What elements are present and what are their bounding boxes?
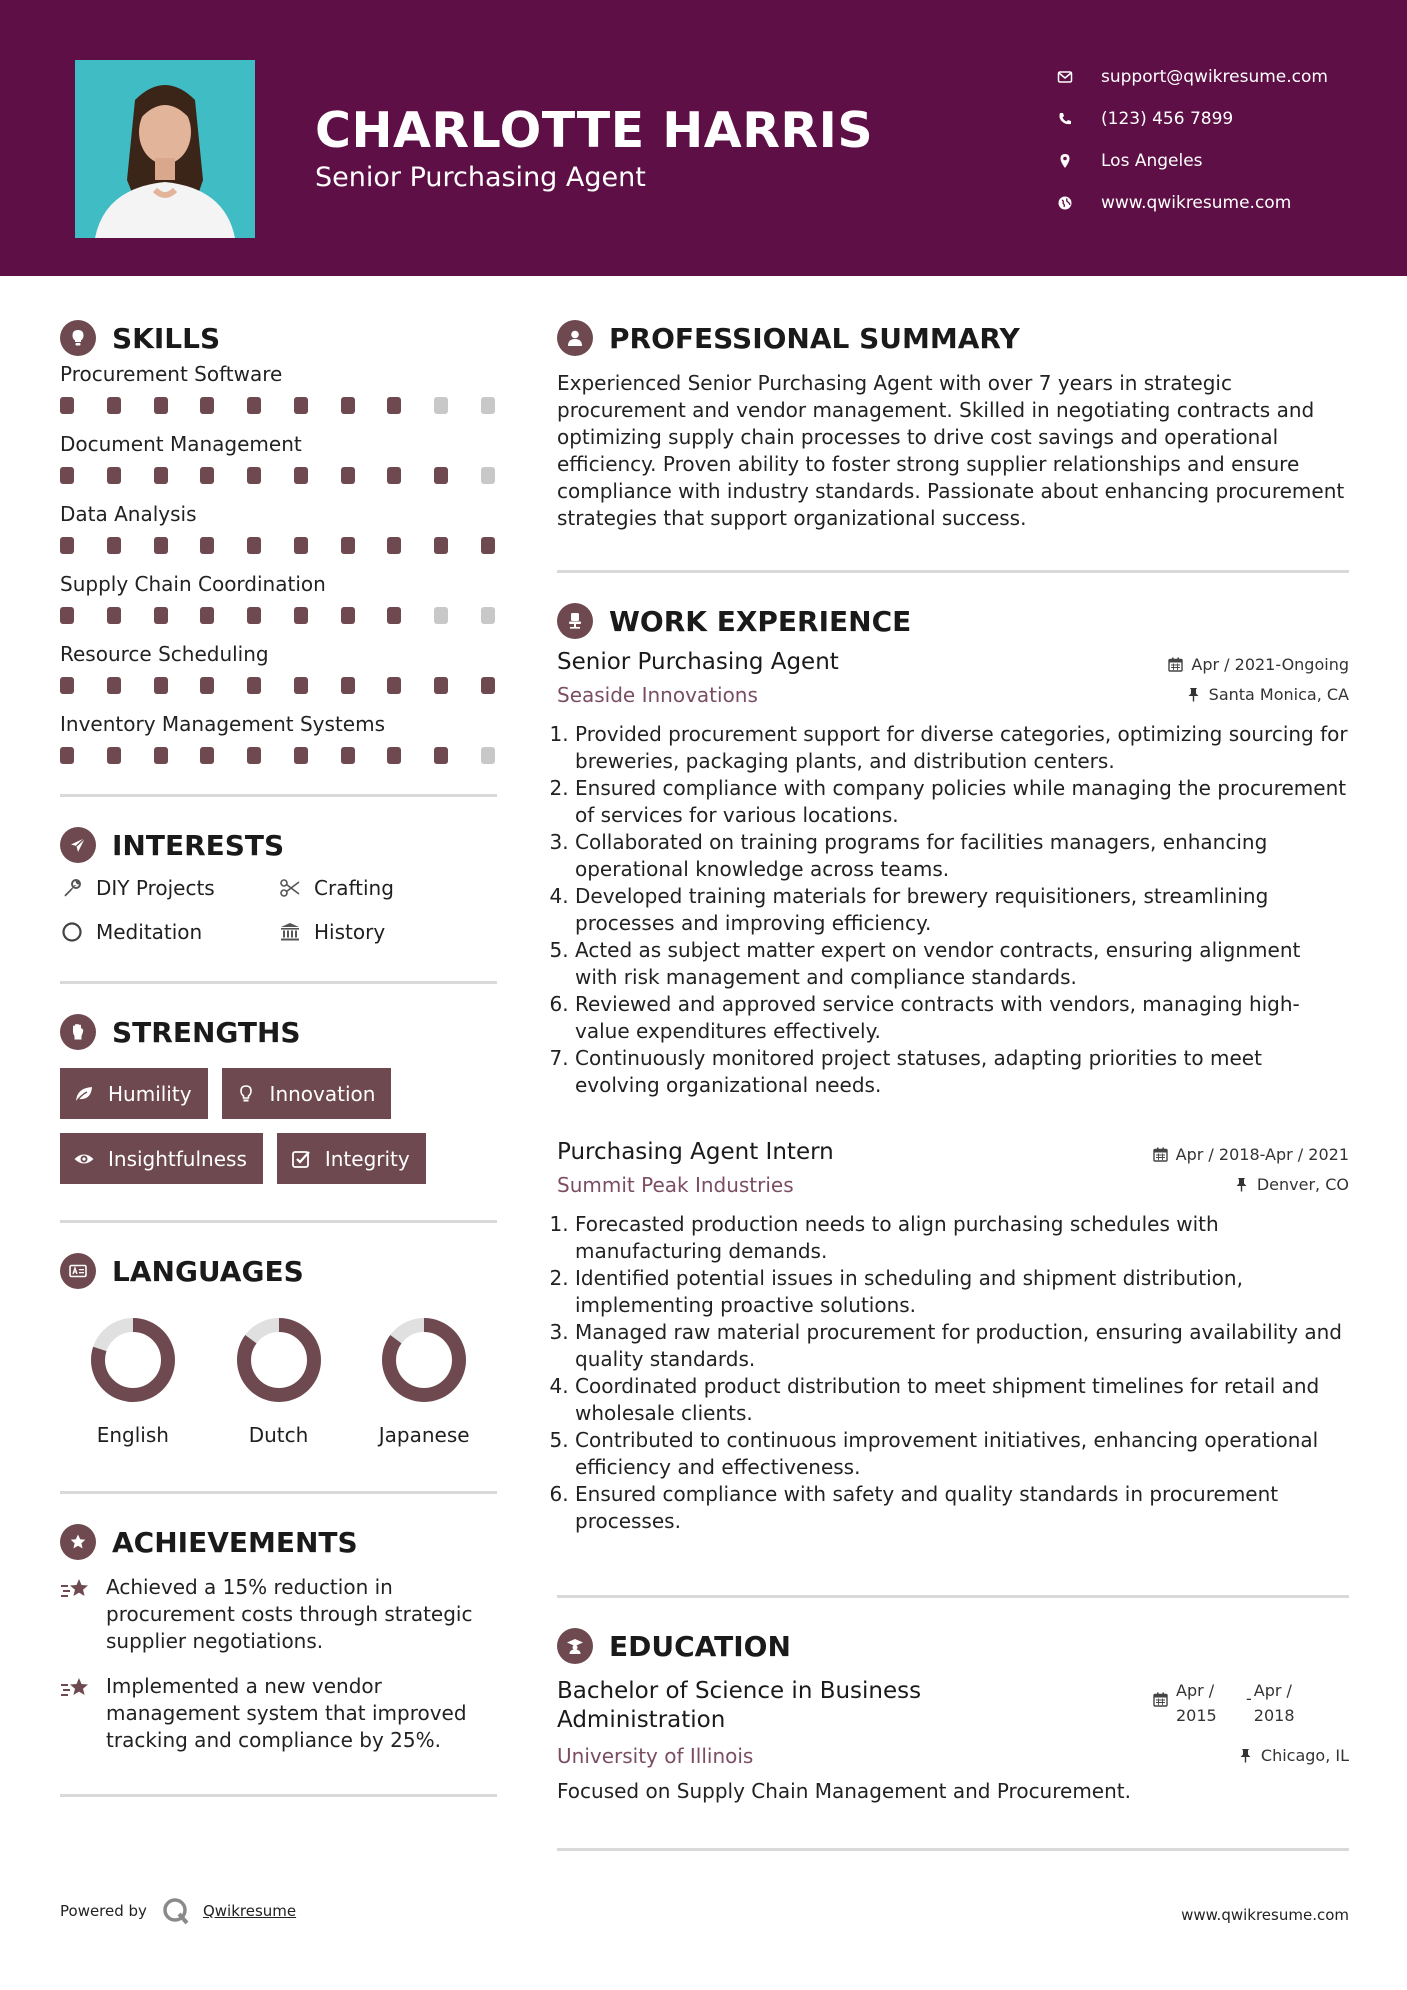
interest-item xyxy=(278,917,496,947)
job-duty: 7. Continuously monitored project statuses, adapting priorities to meet evolving organizational needs. xyxy=(575,1045,1349,1099)
skill-rating-dot xyxy=(387,397,401,414)
skill-rating xyxy=(60,670,497,700)
right-divider xyxy=(557,1595,1349,1598)
strength-label: Integrity xyxy=(324,1146,410,1171)
pushpin-icon xyxy=(1234,1177,1249,1192)
education-heading xyxy=(557,1628,1349,1664)
skill-rating-dot xyxy=(200,397,214,414)
job-role: Senior Purchasing Agent xyxy=(557,649,839,675)
job-duties-list xyxy=(557,1211,1349,1535)
education-end-year: 2018 xyxy=(1253,1706,1295,1725)
skill-rating-dot xyxy=(154,467,168,484)
profile-photo xyxy=(75,60,255,238)
job-duties-list xyxy=(557,721,1349,1099)
job-duty: 4. Developed training materials for brewery requisitioners, streamlining processes and improving efficiency. xyxy=(575,883,1349,937)
experience-heading xyxy=(557,603,1349,639)
checkbox-icon xyxy=(289,1147,313,1171)
skill-name: Resource Scheduling xyxy=(60,642,269,666)
language-donut xyxy=(379,1315,469,1405)
strengths-list xyxy=(60,1068,497,1184)
contact-location xyxy=(1055,140,1328,182)
skill-rating-dot xyxy=(200,467,214,484)
strength-label: Insightfulness xyxy=(108,1146,247,1171)
strength-label: Innovation xyxy=(269,1081,376,1106)
qwikresume-link[interactable]: Qwikresume xyxy=(202,1902,297,1920)
left-divider xyxy=(60,794,497,797)
education-end-month: Apr / xyxy=(1253,1681,1292,1700)
skill-rating-dot xyxy=(434,677,448,694)
achievement-item xyxy=(60,1574,497,1655)
skill-rating-dot xyxy=(434,747,448,764)
qwikresume-logo-icon xyxy=(161,1896,191,1926)
skill-rating-dot xyxy=(154,537,168,554)
job-dates xyxy=(1168,655,1349,674)
contact-website[interactable] xyxy=(1055,182,1328,224)
job-company-row xyxy=(557,1173,1349,1197)
pushpin-icon xyxy=(1238,1748,1253,1763)
skill-rating-dot xyxy=(481,677,495,694)
skills-list xyxy=(60,362,497,770)
strength-badge xyxy=(60,1133,263,1184)
strength-label: Humility xyxy=(108,1081,192,1106)
job-company: Summit Peak Industries xyxy=(557,1173,794,1197)
lightbulb-icon xyxy=(234,1082,258,1106)
job-head-row xyxy=(557,1139,1349,1165)
job-dates-text: Apr / 2021-Ongoing xyxy=(1191,655,1349,674)
job-location xyxy=(1186,685,1349,704)
contact-phone[interactable] xyxy=(1055,98,1328,140)
language-card-icon xyxy=(60,1253,96,1289)
education-entry xyxy=(557,1678,1349,1808)
wrench-icon xyxy=(60,876,84,900)
interests-title: INTERESTS xyxy=(112,828,285,862)
job-dates xyxy=(1153,1145,1349,1164)
skill-rating xyxy=(60,600,497,630)
job-entry xyxy=(557,649,1349,1099)
left-column xyxy=(60,320,497,1797)
interests-list xyxy=(60,873,497,947)
museum-icon xyxy=(278,920,302,944)
circle-icon xyxy=(60,920,84,944)
skill-rating-dot xyxy=(60,537,74,554)
interest-item xyxy=(278,873,496,903)
skill-rating-dot xyxy=(247,677,261,694)
skill-rating-dot xyxy=(294,537,308,554)
calendar-icon xyxy=(1153,1692,1168,1707)
skill-rating-dot xyxy=(247,607,261,624)
skill-rating-dot xyxy=(341,537,355,554)
interest-item xyxy=(60,917,278,947)
skill-item xyxy=(60,362,497,420)
skill-rating-dot xyxy=(434,537,448,554)
envelope-icon xyxy=(1055,67,1075,87)
star-badge-icon xyxy=(60,1524,96,1560)
achievement-item xyxy=(60,1673,497,1754)
office-chair-icon xyxy=(557,603,593,639)
language-name: English xyxy=(96,1423,169,1447)
school-name: University of Illinois xyxy=(557,1744,754,1768)
skill-name: Inventory Management Systems xyxy=(60,712,385,736)
skill-name: Procurement Software xyxy=(60,362,283,386)
skill-rating-dot xyxy=(107,537,121,554)
language-item xyxy=(206,1315,352,1447)
strength-badge xyxy=(222,1068,392,1119)
languages-title: LANGUAGES xyxy=(112,1254,304,1288)
scissors-icon xyxy=(278,876,302,900)
left-divider xyxy=(60,1491,497,1494)
skill-rating-dot xyxy=(387,747,401,764)
summary-title: PROFESSIONAL SUMMARY xyxy=(609,321,1020,355)
calendar-icon xyxy=(1168,657,1183,672)
skill-rating-dot xyxy=(434,397,448,414)
skill-rating-dot xyxy=(60,397,74,414)
skill-name: Data Analysis xyxy=(60,502,197,526)
footer-url[interactable]: www.qwikresume.com xyxy=(1181,1906,1349,1924)
skill-rating-dot xyxy=(200,607,214,624)
skill-rating-dot xyxy=(154,677,168,694)
strengths-heading xyxy=(60,1014,497,1050)
contact-phone-text: (123) 456 7899 xyxy=(1101,109,1234,129)
skill-rating-dot xyxy=(60,607,74,624)
language-donut xyxy=(88,1315,178,1405)
eye-icon xyxy=(72,1147,96,1171)
job-duty: 5. Acted as subject matter expert on vendor contracts, ensuring alignment with risk management and compliance standards. xyxy=(575,937,1349,991)
jobs-list xyxy=(557,649,1349,1535)
skill-item xyxy=(60,712,497,770)
skill-rating-dot xyxy=(387,467,401,484)
skill-rating-dot xyxy=(341,677,355,694)
language-name: Japanese xyxy=(378,1423,470,1447)
skill-rating xyxy=(60,740,497,770)
skill-rating-dot xyxy=(481,397,495,414)
language-name: Dutch xyxy=(248,1423,309,1447)
left-divider xyxy=(60,1220,497,1223)
skill-rating-dot xyxy=(247,747,261,764)
skill-rating-dot xyxy=(434,467,448,484)
job-dates-text: Apr / 2018-Apr / 2021 xyxy=(1175,1145,1349,1164)
skill-rating-dot xyxy=(107,397,121,414)
skill-rating-dot xyxy=(154,747,168,764)
skill-rating-dot xyxy=(341,607,355,624)
skill-item xyxy=(60,642,497,700)
contact-email[interactable] xyxy=(1055,56,1328,98)
pushpin-icon xyxy=(1186,687,1201,702)
strengths-title: STRENGTHS xyxy=(112,1015,301,1049)
user-icon xyxy=(557,320,593,356)
interest-label: Crafting xyxy=(314,876,394,900)
job-duty: 4. Coordinated product distribution to meet shipment timelines for retail and wholesale clients. xyxy=(575,1373,1349,1427)
education-start-month: Apr / xyxy=(1176,1681,1215,1700)
interest-label: Meditation xyxy=(96,920,203,944)
skill-name: Supply Chain Coordination xyxy=(60,572,326,596)
job-duty: 1. Provided procurement support for diverse categories, optimizing sourcing for breweries, packaging plants, and distribution centers. xyxy=(575,721,1349,775)
candidate-title: Senior Purchasing Agent xyxy=(315,162,646,193)
skill-rating-dot xyxy=(294,467,308,484)
right-divider xyxy=(557,1848,1349,1851)
shooting-star-icon xyxy=(60,1673,92,1701)
skill-rating-dot xyxy=(481,747,495,764)
achievements-list xyxy=(60,1574,497,1754)
job-duty: 6. Ensured compliance with safety and quality standards in procurement processes. xyxy=(575,1481,1349,1535)
job-duty: 2. Identified potential issues in scheduling and shipment distribution, implementing proactive solutions. xyxy=(575,1265,1349,1319)
skill-rating-dot xyxy=(154,607,168,624)
skill-item xyxy=(60,432,497,490)
skill-rating-dot xyxy=(60,467,74,484)
skill-rating-dot xyxy=(294,397,308,414)
skill-rating-dot xyxy=(387,537,401,554)
job-location xyxy=(1234,1175,1349,1194)
skill-rating xyxy=(60,530,497,560)
job-entry xyxy=(557,1139,1349,1535)
skill-rating-dot xyxy=(200,537,214,554)
education-note: Focused on Supply Chain Management and Procurement. xyxy=(557,1779,1131,1803)
job-location-text: Denver, CO xyxy=(1256,1175,1349,1194)
degree-line-2: Administration xyxy=(557,1707,726,1733)
achievement-text: Achieved a 15% reduction in procurement costs through strategic supplier negotiations. xyxy=(106,1575,473,1653)
skill-item xyxy=(60,502,497,560)
job-company: Seaside Innovations xyxy=(557,683,758,707)
interest-label: History xyxy=(314,920,386,944)
globe-icon xyxy=(1055,193,1075,213)
job-duty: 6. Reviewed and approved service contracts with vendors, managing high-value expenditures effectively. xyxy=(575,991,1349,1045)
skill-rating-dot xyxy=(341,467,355,484)
skill-rating-dot xyxy=(481,537,495,554)
summary-heading xyxy=(557,320,1349,356)
contact-location-text: Los Angeles xyxy=(1101,151,1203,171)
footer-powered-by xyxy=(60,1896,296,1926)
interest-label: DIY Projects xyxy=(96,876,215,900)
skill-rating-dot xyxy=(154,397,168,414)
skill-rating-dot xyxy=(341,397,355,414)
languages-list xyxy=(60,1315,497,1447)
skill-rating-dot xyxy=(200,747,214,764)
skill-rating-dot xyxy=(387,677,401,694)
candidate-name: CHARLOTTE HARRIS xyxy=(315,102,874,159)
skill-rating-dot xyxy=(200,677,214,694)
skill-rating-dot xyxy=(60,747,74,764)
strength-badge xyxy=(277,1133,426,1184)
achievements-title: ACHIEVEMENTS xyxy=(112,1525,358,1559)
location-pin-icon xyxy=(1055,151,1075,171)
language-donut xyxy=(234,1315,324,1405)
skill-rating-dot xyxy=(294,747,308,764)
skill-rating-dot xyxy=(294,677,308,694)
experience-title: WORK EXPERIENCE xyxy=(609,604,912,638)
skill-rating-dot xyxy=(107,467,121,484)
skill-rating-dot xyxy=(294,607,308,624)
calendar-icon xyxy=(1153,1147,1168,1162)
job-duty: 3. Collaborated on training programs for facilities managers, enhancing operational knowledge across teams. xyxy=(575,829,1349,883)
skill-rating-dot xyxy=(434,607,448,624)
paper-plane-icon xyxy=(60,827,96,863)
job-duty: 2. Ensured compliance with company policies while managing the procurement of services for various locations. xyxy=(575,775,1349,829)
skill-rating-dot xyxy=(387,607,401,624)
skill-rating-dot xyxy=(247,537,261,554)
education-date-separator: - xyxy=(1246,1689,1252,1708)
interest-item xyxy=(60,873,278,903)
leaf-icon xyxy=(72,1082,96,1106)
strength-badge xyxy=(60,1068,208,1119)
skill-rating-dot xyxy=(341,747,355,764)
skills-heading xyxy=(60,320,497,356)
skill-rating-dot xyxy=(107,677,121,694)
achievement-text: Implemented a new vendor management system that improved tracking and compliance by 25%. xyxy=(106,1674,467,1752)
raised-fist-icon xyxy=(60,1014,96,1050)
skill-rating-dot xyxy=(247,467,261,484)
degree-line-1: Bachelor of Science in Business xyxy=(557,1678,922,1704)
skill-rating-dot xyxy=(107,607,121,624)
right-divider xyxy=(557,570,1349,573)
shooting-star-icon xyxy=(60,1574,92,1602)
job-duty: 3. Managed raw material procurement for production, ensuring availability and quality standards. xyxy=(575,1319,1349,1373)
education-location xyxy=(1238,1746,1349,1765)
skill-rating-dot xyxy=(481,467,495,484)
job-location-text: Santa Monica, CA xyxy=(1208,685,1349,704)
interests-heading xyxy=(60,827,497,863)
education-location-text: Chicago, IL xyxy=(1260,1746,1349,1765)
summary-text: Experienced Senior Purchasing Agent with over 7 years in strategic procurement and vendor management. Skilled in negotiating contracts and optimizing supply chain processes to drive cost savings and operational efficiency. Proven ability to foster strong supplier relationships and ensure compliance with industry standards. Passionate about enhancing procurement strategies that support organizational success. xyxy=(557,371,1345,530)
left-divider xyxy=(60,981,497,984)
language-item xyxy=(351,1315,497,1447)
education-start-year: 2015 xyxy=(1176,1706,1217,1725)
right-column xyxy=(557,320,1349,1851)
powered-by-text: Powered by xyxy=(60,1902,147,1920)
contact-list xyxy=(1055,56,1328,224)
contact-website-text: www.qwikresume.com xyxy=(1101,193,1292,213)
education-dates xyxy=(1153,1678,1295,1728)
skill-name: Document Management xyxy=(60,432,302,456)
job-duty: 5. Contributed to continuous improvement initiatives, enhancing operational efficiency and effectiveness. xyxy=(575,1427,1349,1481)
skill-rating-dot xyxy=(60,677,74,694)
phone-icon xyxy=(1055,109,1075,129)
skill-rating xyxy=(60,460,497,490)
skill-rating-dot xyxy=(247,397,261,414)
achievements-heading xyxy=(60,1524,497,1560)
skill-rating-dot xyxy=(107,747,121,764)
skill-rating-dot xyxy=(481,607,495,624)
skill-rating xyxy=(60,390,497,420)
skills-title: SKILLS xyxy=(112,321,221,355)
skill-item xyxy=(60,572,497,630)
education-title: EDUCATION xyxy=(609,1629,791,1663)
graduation-icon xyxy=(557,1628,593,1664)
language-item xyxy=(60,1315,206,1447)
job-head-row xyxy=(557,649,1349,675)
left-divider xyxy=(60,1794,497,1797)
contact-email-text: support@qwikresume.com xyxy=(1101,67,1328,87)
languages-heading xyxy=(60,1253,497,1289)
job-company-row xyxy=(557,683,1349,707)
job-role: Purchasing Agent Intern xyxy=(557,1139,834,1165)
job-duty: 1. Forecasted production needs to align purchasing schedules with manufacturing demands. xyxy=(575,1211,1349,1265)
resume-header xyxy=(0,0,1407,276)
lightbulb-icon xyxy=(60,320,96,356)
